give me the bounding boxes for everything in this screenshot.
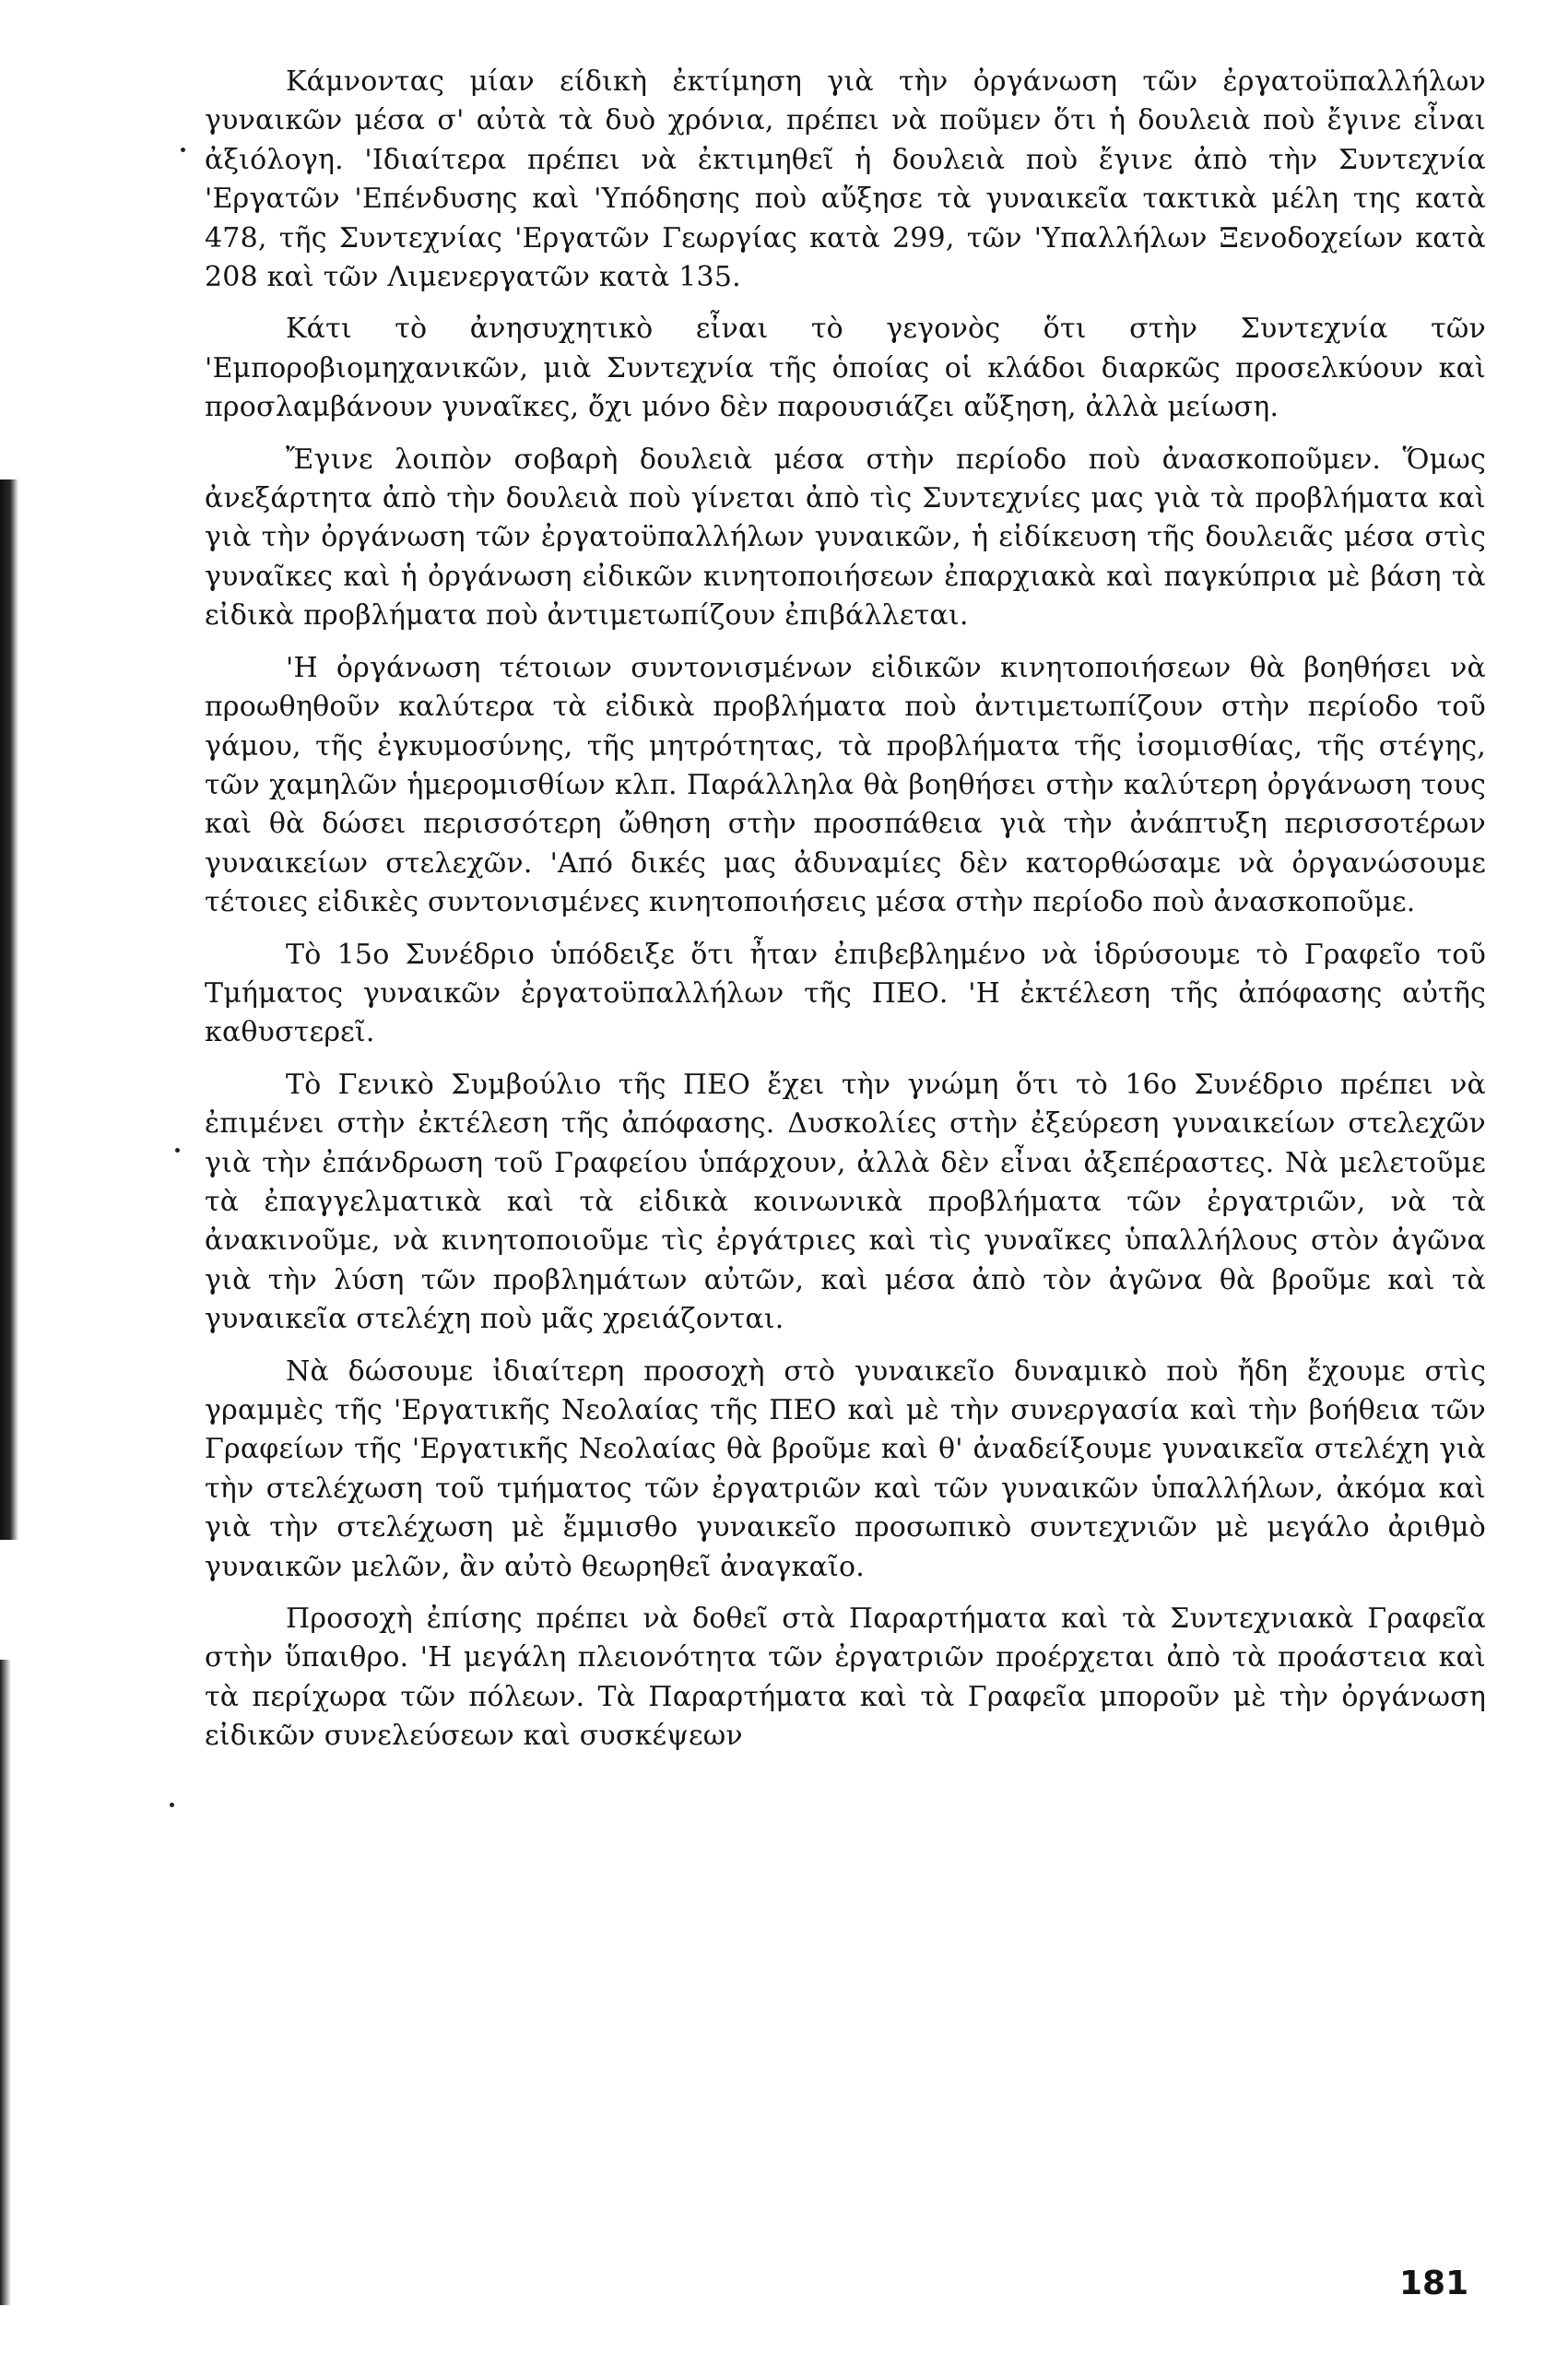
body-text (205, 63, 1486, 1769)
page-number: 181 (1399, 2265, 1469, 2302)
paragraph: Κάμνοντας μίαν είδικὴ ἐκτίμηση γιὰ τὴν ὀργάνωση τῶν ἐργατοϋπαλλήλων γυναικῶν μέσα σ' αὐτὰ τὰ δυὸ χρόνια, πρέπει νὰ ποῦμεν ὅτι ἡ δουλειὰ ποὺ ἔγινε εἶναι ἀξιόλογη. 'Ιδιαίτερα πρέπει νὰ ἐκτιμηθεῖ ἡ δουλειὰ ποὺ ἔγινε ἀπὸ τὴν Συντεχνία 'Εργατῶν 'Επένδυσης καὶ 'Υπόδησης ποὺ αὔξησε τὰ γυναικεῖα τακτικὰ μέλη της κατὰ 478, τῆς Συντεχνίας 'Εργατῶν Γεωργίας κατὰ 299, τῶν 'Υπαλλήλων Ξενοδοχείων κατὰ 208 καὶ τῶν Λιμενεργατῶν κατὰ 135. (205, 65, 1486, 294)
paragraph: Προσοχὴ ἐπίσης πρέπει νὰ δοθεῖ στὰ Παραρτήματα καὶ τὰ Συντεχνιακὰ Γραφεῖα στὴν ὕπαιθρο. 'Η μεγάλη πλειονότητα τῶν ἐργατριῶν προέρχεται ἀπὸ τὰ προάστεια καὶ τὰ περίχωρα τῶν πόλεων. Τὰ Παραρτήματα καὶ τὰ Γραφεῖα μποροῦν μὲ τὴν ὀργάνωση εἰδικῶν συνελεύσεων καὶ συσκέψεων (205, 1603, 1486, 1753)
paragraph: Κάτι τὸ ἀνησυχητικὸ εἶναι τὸ γεγονὸς ὅτι στὴν Συντεχνία τῶν 'Εμποροβιομηχανικῶν, μιὰ Συντεχνία τῆς ὁποίας οἱ κλάδοι διαρκῶς προσελκύουν καὶ προσλαμβάνουν γυναῖκες, ὄχι μόνο δὲν παρουσιάζει αὔξηση, ἀλλὰ μείωση. (205, 313, 1486, 424)
binding-shadow-lower (0, 1660, 11, 2305)
paragraph: Νὰ δώσουμε ἰδιαίτερη προσοχὴ στὸ γυναικεῖο δυναμικὸ ποὺ ἤδη ἔχουμε στὶς γραμμὲς τῆς 'Εργατικῆς Νεολαίας τῆς ΠΕΟ καὶ μὲ τὴν συνεργασία καὶ τὴν βοήθεια τῶν Γραφείων τῆς 'Εργατικῆς Νεολαίας θὰ βροῦμε καὶ θ' ἀναδείξουμε γυναικεῖα στελέχη γιὰ τὴν στελέχωση τοῦ τμήματος τῶν ἐργατριῶν καὶ τῶν γυναικῶν ὑπαλλήλων, ἀκόμα καὶ γιὰ τὴν στελέχωση μὲ ἔμμισθο γυναικεῖο προσωπικὸ συντεχνιῶν μὲ μεγάλο ἀριθμὸ γυναικῶν μελῶν, ἂν αὐτὸ θεωρηθεῖ ἀναγκαῖο. (205, 1354, 1486, 1583)
paragraph: 'Η ὀργάνωση τέτοιων συντονισμένων εἰδικῶν κινητοποιήσεων θὰ βοηθήσει νὰ προωθηθοῦν καλύτερα τὰ εἰδικὰ προβλήματα ποὺ ἀντιμετωπίζουν στὴν περίοδο τοῦ γάμου, τῆς ἐγκυμοσύνης, τῆς μητρότητας, τὰ προβλήματα τῆς ἰσομισθίας, τῆς στέγης, τῶν χαμηλῶν ἡμερομισθίων κλπ. Παράλληλα θὰ βοηθήσει στὴν καλύτερη ὀργάνωση τους καὶ θὰ δώσει περισσότερη ὤθηση στὴν προσπάθεια γιὰ τὴν ἀνάπτυξη περισσοτέρων γυναικείων στελεχῶν. 'Από δικές μας ἀδυναμίες δὲν κατορθώσαμε νὰ ὀργανώσουμε τέτοιες εἰδικὲς συντονισμένες κινητοποιήσεις μέσα στὴν περίοδο ποὺ ἀνασκοποῦμε. (205, 651, 1486, 919)
scan-speck (175, 1148, 180, 1153)
scan-speck (181, 148, 185, 152)
paragraph: Ἔγινε λοιπὸν σοβαρὴ δουλειὰ μέσα στὴν περίοδο ποὺ ἀνασκοποῦμεν. Ὅμως ἀνεξάρτητα ἀπὸ τὴν δουλειὰ ποὺ γίνεται ἀπὸ τὶς Συντεχνίες μας γιὰ τὰ προβλήματα καὶ γιὰ τὴν ὀργάνωση τῶν ἐργατοϋπαλλήλων γυναικῶν, ἡ εἰδίκευση τῆς δουλειᾶς μέσα στὶς γυναῖκες καὶ ἡ ὀργάνωση εἰδικῶν κινητοποιήσεων ἐπαρχιακὰ καὶ παγκύπρια μὲ βάση τὰ εἰδικὰ προβλήματα ποὺ ἀντιμετωπίζουν ἐπιβάλλεται. (205, 443, 1486, 633)
paragraph: Τὸ Γενικὸ Συμβούλιο τῆς ΠΕΟ ἔχει τὴν γνώμη ὅτι τὸ 16ο Συνέδριο πρέπει νὰ ἐπιμένει στὴν ἐκτέλεση τῆς ἀπόφασης. Δυσκολίες στὴν ἐξεύρεση γυναικείων στελεχῶν γιὰ τὴν ἐπάνδρωση τοῦ Γραφείου ὑπάρχουν, ἀλλὰ δὲν εἶναι ἀξεπέραστες. Νὰ μελετοῦμε τὰ ἐπαγγελματικὰ καὶ τὰ εἰδικὰ κοινωνικὰ προβλήματα τῶν ἐργατριῶν, νὰ τὰ ἀνακινοῦμε, νὰ κινητοποιοῦμε τὶς ἐργάτριες καὶ τὶς γυναῖκες ὑπαλλήλους στὸν ἀγῶνα γιὰ τὴν λύση τῶν προβλημάτων αὐτῶν, καὶ μέσα ἀπὸ τὸν ἀγῶνα θὰ βροῦμε καὶ τὰ γυναικεῖα στελέχη ποὺ μᾶς χρειάζονται. (205, 1068, 1486, 1336)
binding-shadow (0, 479, 18, 1540)
scan-speck (170, 1803, 174, 1807)
paragraph: Τὸ 15ο Συνέδριο ὑπόδειξε ὅτι ἦταν ἐπιβεβλημένο νὰ ἱδρύσουμε τὸ Γραφεῖο τοῦ Τμήματος γυναικῶν ἐργατοϋπαλλήλων τῆς ΠΕΟ. 'Η ἐκτέλεση τῆς ἀπόφασης αὐτῆς καθυστερεῖ. (205, 938, 1486, 1049)
